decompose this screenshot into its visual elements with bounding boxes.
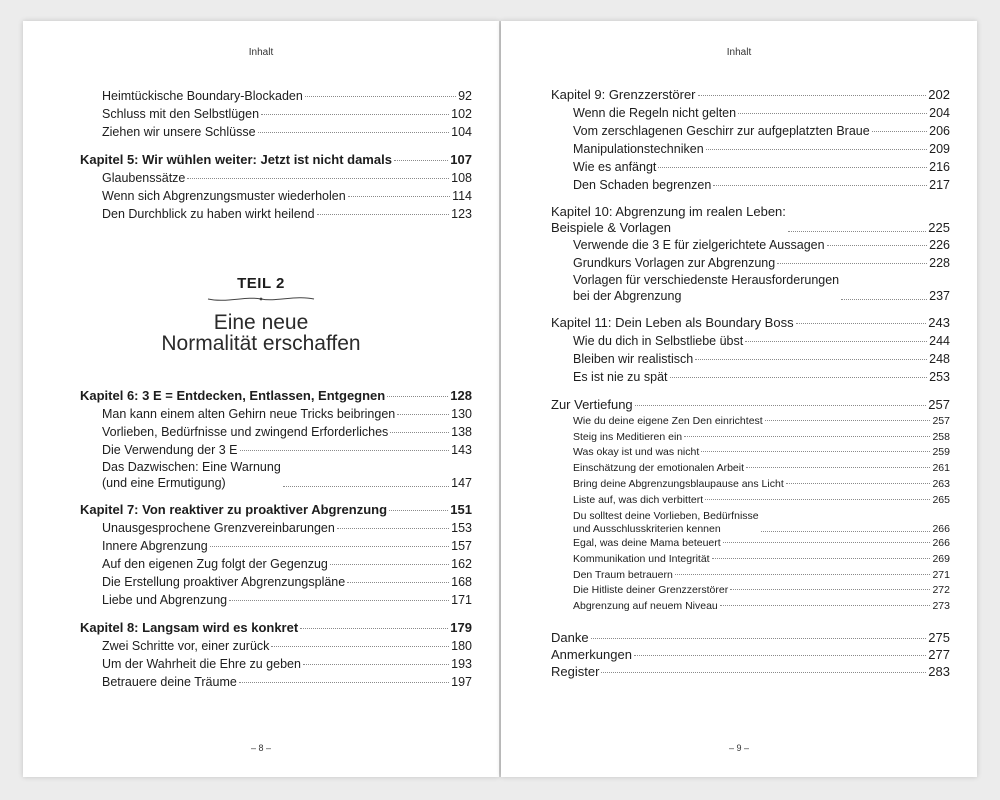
toc-chapter-9: Kapitel 9: Grenzzerstörer 202 bbox=[551, 87, 950, 102]
right-page bbox=[501, 21, 977, 777]
toc-entry: Abgrenzung auf neuem Niveau 273 bbox=[573, 600, 950, 613]
page-number: – 9 – bbox=[728, 743, 750, 753]
part-title: Eine neue Normalität erschaffen bbox=[161, 311, 361, 355]
toc-entry: Man kann einem alten Gehirn neue Tricks beibringen 130 bbox=[102, 407, 472, 421]
page-number: – 8 – bbox=[250, 743, 272, 753]
toc-entry: Den Traum betrauern 271 bbox=[573, 568, 950, 581]
toc-entry: Den Durchblick zu haben wirkt heilend 123 bbox=[102, 207, 472, 221]
toc-block-bottom bbox=[80, 387, 472, 691]
toc-chapter-11: Kapitel 11: Dein Leben als Boundary Boss 243 bbox=[551, 315, 950, 330]
toc-entry: Wenn sich Abgrenzungsmuster wiederholen 114 bbox=[102, 189, 472, 203]
running-head: Inhalt bbox=[726, 47, 752, 58]
toc-entry: Den Schaden begrenzen 217 bbox=[573, 178, 950, 192]
toc-entry: Es ist nie zu spät 253 bbox=[573, 370, 950, 384]
toc-chapter-7: Kapitel 7: Von reaktiver zu proaktiver Abgrenzung 151 bbox=[80, 502, 472, 517]
toc-entry: Die Erstellung proaktiver Abgrenzungspläne 168 bbox=[102, 575, 472, 589]
toc-block-top bbox=[80, 87, 472, 223]
toc-entry: Innere Abgrenzung 157 bbox=[102, 539, 472, 553]
toc-block-right bbox=[551, 86, 950, 680]
toc-entry: Liste auf, was dich verbittert 265 bbox=[573, 493, 950, 506]
toc-entry: Vom zerschlagenen Geschirr zur aufgeplatzten Braue 206 bbox=[573, 124, 950, 138]
toc-entry: Liebe und Abgrenzung 171 bbox=[102, 593, 472, 607]
toc-chapter-10: Kapitel 10: Abgrenzung im realen Leben: Beispiele & Vorlagen 225 bbox=[551, 204, 950, 235]
toc-entry: Bring deine Abgrenzungsblaupause ans Licht 263 bbox=[573, 477, 950, 490]
running-head: Inhalt bbox=[248, 47, 274, 58]
toc-entry: Kommunikation und Integrität 269 bbox=[573, 552, 950, 565]
toc-entry: Grundkurs Vorlagen zur Abgrenzung 228 bbox=[573, 256, 950, 270]
flourish-ornament bbox=[206, 294, 316, 304]
part-heading bbox=[23, 275, 499, 354]
toc-chapter-5: Kapitel 5: Wir wühlen weiter: Jetzt ist nicht damals 107 bbox=[80, 152, 472, 167]
toc-entry-multiline: Vorlagen für verschiedenste Herausforderungen bei der Abgrenzung 237 bbox=[573, 273, 950, 303]
toc-end-anmerkungen: Anmerkungen 277 bbox=[551, 646, 950, 662]
toc-entry: Wenn die Regeln nicht gelten 204 bbox=[573, 106, 950, 120]
toc-entry: Betrauere deine Träume 197 bbox=[102, 675, 472, 689]
toc-entry-multiline: Das Dazwischen: Eine Warnung (und eine Ermutigung) 147 bbox=[102, 460, 472, 490]
toc-chapter-6: Kapitel 6: 3 E = Entdecken, Entlassen, Entgegnen 128 bbox=[80, 388, 472, 403]
toc-entry: Wie du dich in Selbstliebe übst 244 bbox=[573, 334, 950, 348]
toc-entry: Verwende die 3 E für zielgerichtete Aussagen 226 bbox=[573, 238, 950, 252]
toc-entry: Einschätzung der emotionalen Arbeit 261 bbox=[573, 462, 950, 475]
toc-entry: Schluss mit den Selbstlügen 102 bbox=[102, 107, 472, 121]
toc-entry: Manipulationstechniken 209 bbox=[573, 142, 950, 156]
toc-entry-multiline: Du solltest deine Vorlieben, Bedürfnisse und Ausschlusskriterien kennen 266 bbox=[573, 510, 950, 536]
toc-entry: Wie du deine eigene Zen Den einrichtest 257 bbox=[573, 415, 950, 427]
toc-entry: Auf den eigenen Zug folgt der Gegenzug 162 bbox=[102, 557, 472, 571]
toc-entry: Wie es anfängt 216 bbox=[573, 160, 950, 174]
toc-entry: Glaubenssätze 108 bbox=[102, 171, 472, 185]
toc-entry: Unausgesprochene Grenzvereinbarungen 153 bbox=[102, 521, 472, 535]
toc-end-register: Register 283 bbox=[551, 663, 950, 679]
toc-entry: Die Verwendung der 3 E 143 bbox=[102, 443, 472, 457]
toc-entry: Ziehen wir unsere Schlüsse 104 bbox=[102, 125, 472, 139]
toc-vertiefung: Zur Vertiefung 257 bbox=[551, 397, 950, 412]
toc-entry: Vorlieben, Bedürfnisse und zwingend Erforderliches 138 bbox=[102, 425, 472, 439]
left-page bbox=[23, 21, 499, 777]
toc-entry: Egal, was deine Mama beteuert 266 bbox=[573, 537, 950, 550]
toc-entry: Zwei Schritte vor, einer zurück 180 bbox=[102, 639, 472, 653]
toc-entry: Um der Wahrheit die Ehre zu geben 193 bbox=[102, 657, 472, 671]
toc-end-danke: Danke 275 bbox=[551, 629, 950, 645]
part-label: TEIL 2 bbox=[237, 275, 285, 292]
toc-chapter-8: Kapitel 8: Langsam wird es konkret 179 bbox=[80, 620, 472, 635]
toc-entry: Steig ins Meditieren ein 258 bbox=[573, 430, 950, 443]
toc-entry: Heimtückische Boundary-Blockaden 92 bbox=[102, 89, 472, 103]
toc-entry: Die Hitliste deiner Grenzzerstörer 272 bbox=[573, 584, 950, 597]
toc-entry: Bleiben wir realistisch 248 bbox=[573, 352, 950, 366]
toc-entry: Was okay ist und was nicht 259 bbox=[573, 446, 950, 459]
